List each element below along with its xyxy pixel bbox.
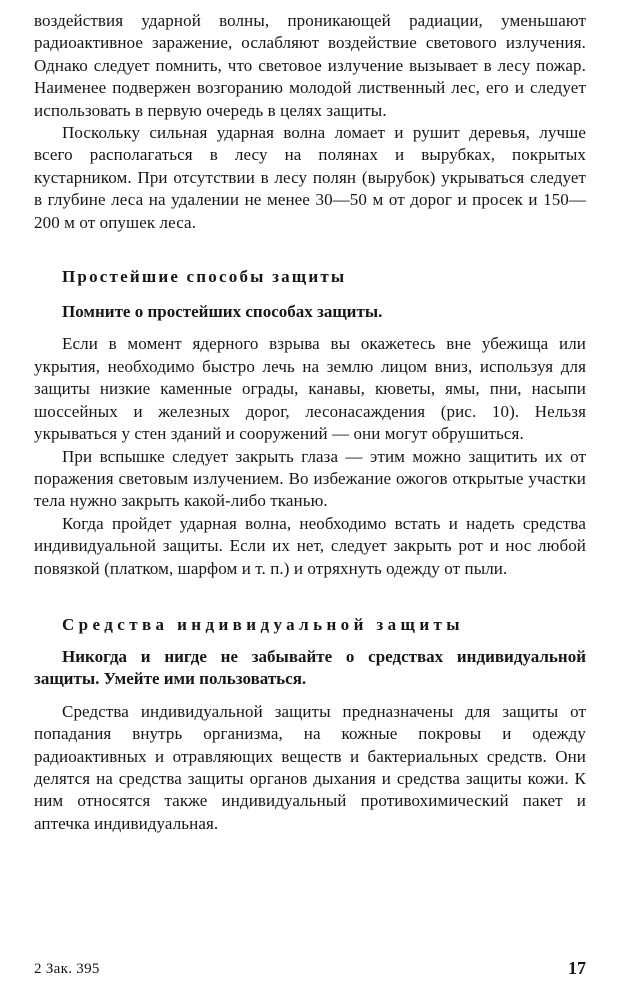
section-heading-individual-protection: Средства индивидуальной защиты — [62, 614, 464, 634]
individual-protection-section — [34, 614, 586, 835]
paragraph-flash-protection: При вспышке следует закрыть глаза — этим можно защитить их от поражения световым излучением. Во избежание ожогов открытые участки тела нужно закрыть какой-либо тканью. — [34, 446, 586, 511]
page-body — [34, 10, 586, 835]
page-number: 17 — [568, 958, 586, 978]
section-heading-simple-protection: Простейшие способы защиты — [62, 267, 347, 287]
printer-signature: 2 Зак. 395 — [34, 961, 100, 977]
section-lead-individual-protection: Никогда и нигде не забывайте о средствах индивидуальной защиты. Умейте ими пользоваться. — [34, 646, 586, 689]
simple-protection-section — [34, 266, 586, 580]
paragraph-after-shockwave: Когда пройдет ударная волна, необходимо встать и надеть средства индивидуальной защиты. Если их нет, следует закрыть рот и нос любой повязкой (платком, шарфом и т. п.) и отряхнуть одежду от пыли. — [34, 513, 586, 578]
page-footer — [34, 958, 586, 982]
forest-paragraph: Поскольку сильная ударная волна ломает и рушит деревья, лучше всего располагаться в лесу на полянах и вырубках, покрытых кустарником. При отсутствии в лесу полян (вырубок) укрываться следует в глубине леса на удалении не менее 30—50 м от дорог и просек и 150—200 м от опушек леса. — [34, 123, 586, 232]
paragraph-protection-means: Средства индивидуальной защиты предназначены для защиты от попадания внутрь организма, на кожные покровы и одежду радиоактивных и отравляющих веществ и бактериальных средств. Они делятся на средства защиты органов дыхания и средства защиты кожи. К ним относятся также индивидуальный противохимический пакет и аптечка индивидуальная. — [34, 701, 586, 833]
paragraph-nuclear-explosion: Если в момент ядерного взрыва вы окажетесь вне убежища или укрытия, необходимо быстро лечь на землю лицом вниз, используя для защиты низкие каменные ограды, канавы, кюветы, ямы, пни, насыпи шоссейных и железных дорог, лесонасаждения (рис. 10). Нельзя укрываться у стен зданий и сооружений — они могут обрушиться. — [34, 334, 586, 444]
intro-paragraph: воздействия ударной волны, проникающей радиации, уменьшают радиоактивное заражение, ослабляют воздействие светового излучения. Однако следует помнить, что световое излучение вызывает в лесу пожар. Наименее подвержен возгоранию молодой лиственный лес, его и следует использовать в первую очередь в целях защиты. — [34, 11, 586, 120]
section-lead-simple-protection: Помните о простейших способах защиты. — [62, 302, 383, 322]
